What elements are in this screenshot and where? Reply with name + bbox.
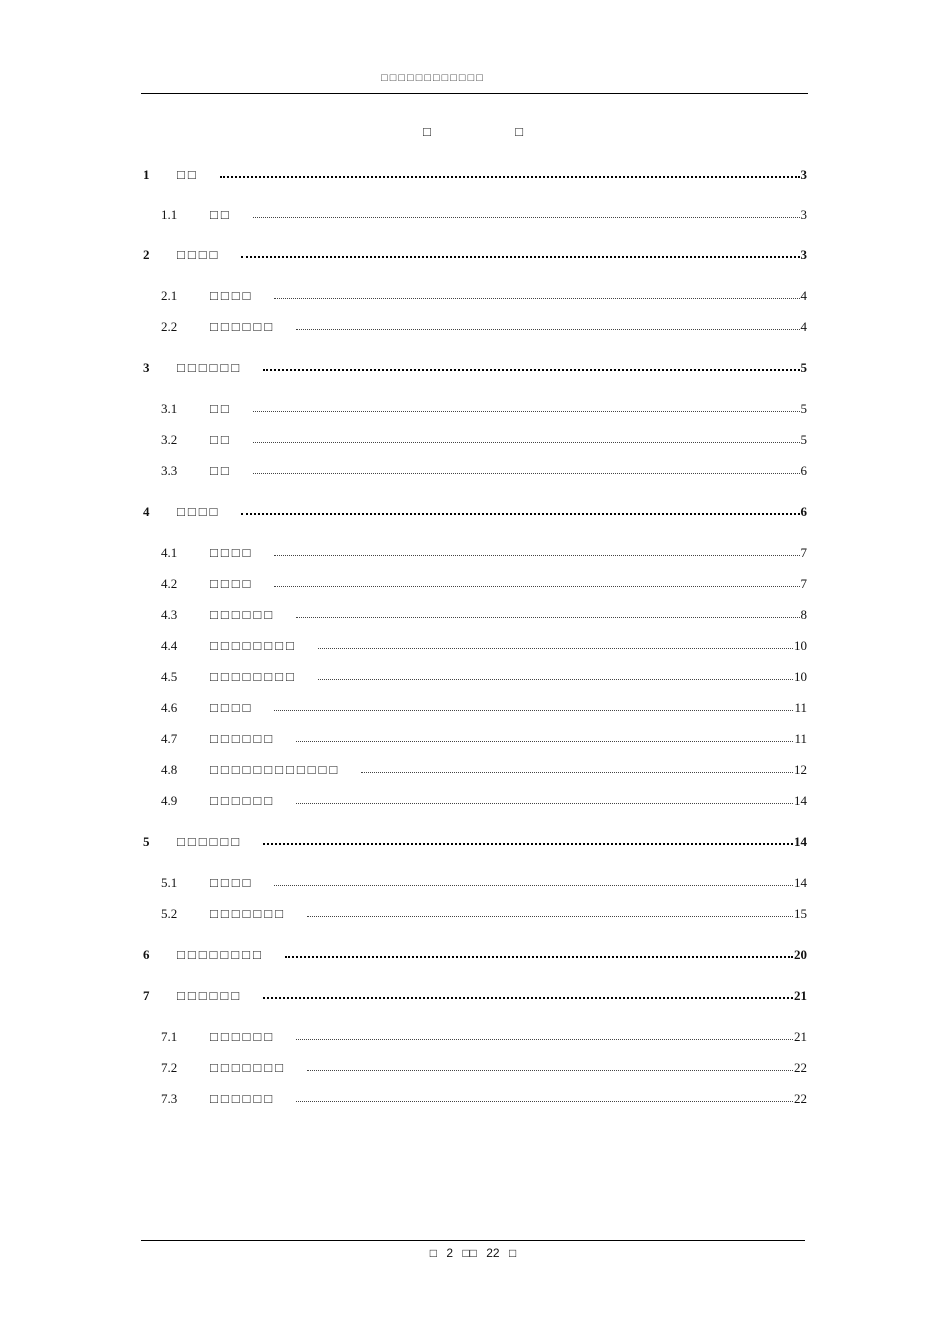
toc-entry-title: □□□□□□□□: [177, 947, 264, 962]
toc-entry-page: 22: [794, 1091, 807, 1106]
toc-dot-leader: [318, 668, 793, 681]
toc-entry[interactable]: [143, 730, 807, 752]
toc-entry-number: 2: [143, 247, 150, 262]
toc-heading: [423, 124, 523, 140]
toc-entry-page: 3: [800, 247, 807, 262]
toc-dot-leader: [263, 987, 793, 1000]
toc-entry-page: 20: [794, 947, 807, 962]
toc-entry-title: □□□□: [210, 576, 254, 591]
toc-entry-title: □□□□□□: [177, 988, 243, 1003]
toc-entry-page: 3: [800, 207, 807, 222]
toc-dot-leader: [253, 206, 800, 219]
page-number-footer: [0, 1246, 946, 1260]
running-header: □□□□□□□□□□□□: [381, 72, 485, 84]
toc-entry-number: 4.9: [161, 793, 178, 808]
toc-dot-leader: [307, 1059, 793, 1072]
toc-entry-title: □□□□: [177, 504, 221, 519]
footer-prefix: □: [429, 1246, 438, 1260]
toc-entry-title: □□□□□□: [210, 793, 276, 808]
toc-entry-page: 12: [794, 762, 807, 777]
toc-entry-title: □□□□□□: [210, 607, 276, 622]
toc-entry-number: 2.1: [161, 288, 178, 303]
toc-entry-page: 5: [800, 360, 807, 375]
toc-entry-title: □□□□□□□: [210, 1060, 286, 1075]
toc-dot-leader: [318, 637, 793, 650]
toc-entry-title: □□: [210, 432, 232, 447]
toc-entry-number: 2.2: [161, 319, 178, 334]
footer-middle: □□: [462, 1246, 477, 1260]
toc-entry-title: □□□□: [210, 700, 254, 715]
toc-entry-page: 3: [800, 167, 807, 182]
toc-entry-page: 5: [800, 432, 807, 447]
toc-entry-page: 7: [800, 545, 807, 560]
toc-dot-leader: [296, 606, 799, 619]
toc-entry-number: 4.4: [161, 638, 178, 653]
toc-entry-title: □□: [177, 167, 199, 182]
toc-entry-title: □□□□□□□□: [210, 669, 297, 684]
toc-entry-title: □□□□: [177, 247, 221, 262]
toc-entry-title: □□: [210, 401, 232, 416]
toc-entry-number: 4.1: [161, 545, 178, 560]
toc-entry-page: 15: [794, 906, 807, 921]
footer-total-pages: 22: [486, 1246, 500, 1260]
toc-entry[interactable]: [143, 905, 807, 927]
toc-entry-page: 6: [800, 463, 807, 478]
toc-entry[interactable]: [143, 166, 807, 188]
toc-dot-leader: [274, 287, 799, 300]
toc-entry[interactable]: [143, 544, 807, 566]
toc-entry[interactable]: [143, 575, 807, 597]
toc-entry[interactable]: [143, 359, 807, 381]
toc-entry-number: 7.2: [161, 1060, 178, 1075]
toc-entry-number: 3.3: [161, 463, 178, 478]
toc-entry[interactable]: [143, 792, 807, 814]
toc-entry[interactable]: [143, 1090, 807, 1112]
toc-entry-number: 4.3: [161, 607, 178, 622]
toc-entry-number: 5.2: [161, 906, 178, 921]
toc-entry-number: 4.5: [161, 669, 178, 684]
toc-entry-title: □□□□□□: [210, 319, 276, 334]
toc-entry-page: 14: [794, 875, 807, 890]
toc-entry-number: 1: [143, 167, 150, 182]
toc-entry-number: 4.6: [161, 700, 178, 715]
toc-dot-leader: [241, 503, 799, 516]
toc-entry-number: 3.2: [161, 432, 178, 447]
toc-entry-number: 7.3: [161, 1091, 178, 1106]
toc-entry[interactable]: [143, 503, 807, 525]
toc-entry[interactable]: [143, 637, 807, 659]
toc-entry-title: □□□□□□: [210, 1091, 276, 1106]
toc-dot-leader: [361, 761, 793, 774]
toc-entry-page: 8: [800, 607, 807, 622]
toc-entry[interactable]: [143, 1028, 807, 1050]
toc-entry-title: □□□□□□□: [210, 906, 286, 921]
toc-entry-page: 11: [794, 731, 807, 746]
toc-entry-page: 22: [794, 1060, 807, 1075]
toc-entry-title: □□□□□□: [210, 1029, 276, 1044]
toc-entry-page: 4: [800, 288, 807, 303]
toc-entry-page: 6: [800, 504, 807, 519]
toc-entry-page: 4: [800, 319, 807, 334]
toc-entry-page: 5: [800, 401, 807, 416]
toc-entry-number: 4: [143, 504, 150, 519]
toc-entry-title: □□□□□□: [177, 360, 243, 375]
toc-dot-leader: [220, 166, 800, 179]
toc-entry-title: □□□□□□: [177, 834, 243, 849]
toc-dot-leader: [253, 400, 800, 413]
toc-dot-leader: [274, 544, 799, 557]
toc-entry[interactable]: [143, 668, 807, 690]
toc-entry[interactable]: [143, 431, 807, 453]
toc-entry[interactable]: [143, 833, 807, 855]
toc-entry[interactable]: [143, 318, 807, 340]
toc-entry[interactable]: [143, 462, 807, 484]
toc-entry-number: 5.1: [161, 875, 178, 890]
toc-entry-number: 4.8: [161, 762, 178, 777]
toc-entry-title: □□: [210, 207, 232, 222]
toc-entry-number: 6: [143, 947, 150, 962]
toc-dot-leader: [241, 246, 799, 259]
footer-current-page: 2: [446, 1246, 454, 1260]
toc-dot-leader: [263, 833, 793, 846]
toc-entry-page: 10: [794, 669, 807, 684]
toc-entry-title: □□□□□□□□□□□□: [210, 762, 341, 777]
toc-dot-leader: [307, 905, 793, 918]
toc-dot-leader: [296, 318, 799, 331]
toc-dot-leader: [274, 874, 793, 887]
toc-entry-page: 14: [794, 793, 807, 808]
toc-entry-title: □□□□□□: [210, 731, 276, 746]
toc-entry-title: □□□□: [210, 875, 254, 890]
toc-dot-leader: [296, 1090, 793, 1103]
toc-entry-title: □□: [210, 463, 232, 478]
toc-entry-title: □□□□: [210, 288, 254, 303]
toc-entry-page: 14: [794, 834, 807, 849]
toc-entry-number: 3: [143, 360, 150, 375]
toc-entry-number: 4.2: [161, 576, 178, 591]
toc-entry-number: 5: [143, 834, 150, 849]
toc-entry[interactable]: [143, 246, 807, 268]
toc-heading-char-1: □: [423, 124, 431, 139]
toc-dot-leader: [296, 792, 793, 805]
toc-entry[interactable]: [143, 606, 807, 628]
toc-entry[interactable]: [143, 400, 807, 422]
toc-dot-leader: [296, 1028, 793, 1041]
toc-dot-leader: [263, 359, 799, 372]
header-rule: [141, 93, 808, 94]
toc-entry[interactable]: [143, 1059, 807, 1081]
toc-dot-leader: [285, 946, 793, 959]
toc-dot-leader: [253, 431, 800, 444]
footer-rule: [141, 1240, 805, 1241]
toc-entry[interactable]: [143, 761, 807, 783]
toc-entry[interactable]: [143, 987, 807, 1009]
toc-dot-leader: [274, 575, 799, 588]
toc-entry-title: □□□□: [210, 545, 254, 560]
toc-entry-title: □□□□□□□□: [210, 638, 297, 653]
footer-suffix: □: [508, 1246, 517, 1260]
toc-entry-page: 21: [794, 988, 807, 1003]
toc-entry-page: 21: [794, 1029, 807, 1044]
toc-entry[interactable]: [143, 874, 807, 896]
toc-entry-page: 11: [794, 700, 807, 715]
toc-dot-leader: [253, 462, 800, 475]
toc-entry-number: 7.1: [161, 1029, 178, 1044]
toc-heading-char-2: □: [515, 124, 523, 139]
toc-entry-number: 4.7: [161, 731, 178, 746]
toc-entry-number: 7: [143, 988, 150, 1003]
toc-entry[interactable]: [143, 206, 807, 228]
toc-entry-number: 3.1: [161, 401, 178, 416]
toc-dot-leader: [274, 699, 793, 712]
toc-entry-page: 10: [794, 638, 807, 653]
toc-entry[interactable]: [143, 946, 807, 968]
toc-entry[interactable]: [143, 699, 807, 721]
toc-entry-page: 7: [800, 576, 807, 591]
toc-entry[interactable]: [143, 287, 807, 309]
toc-dot-leader: [296, 730, 793, 743]
toc-entry-number: 1.1: [161, 207, 178, 222]
